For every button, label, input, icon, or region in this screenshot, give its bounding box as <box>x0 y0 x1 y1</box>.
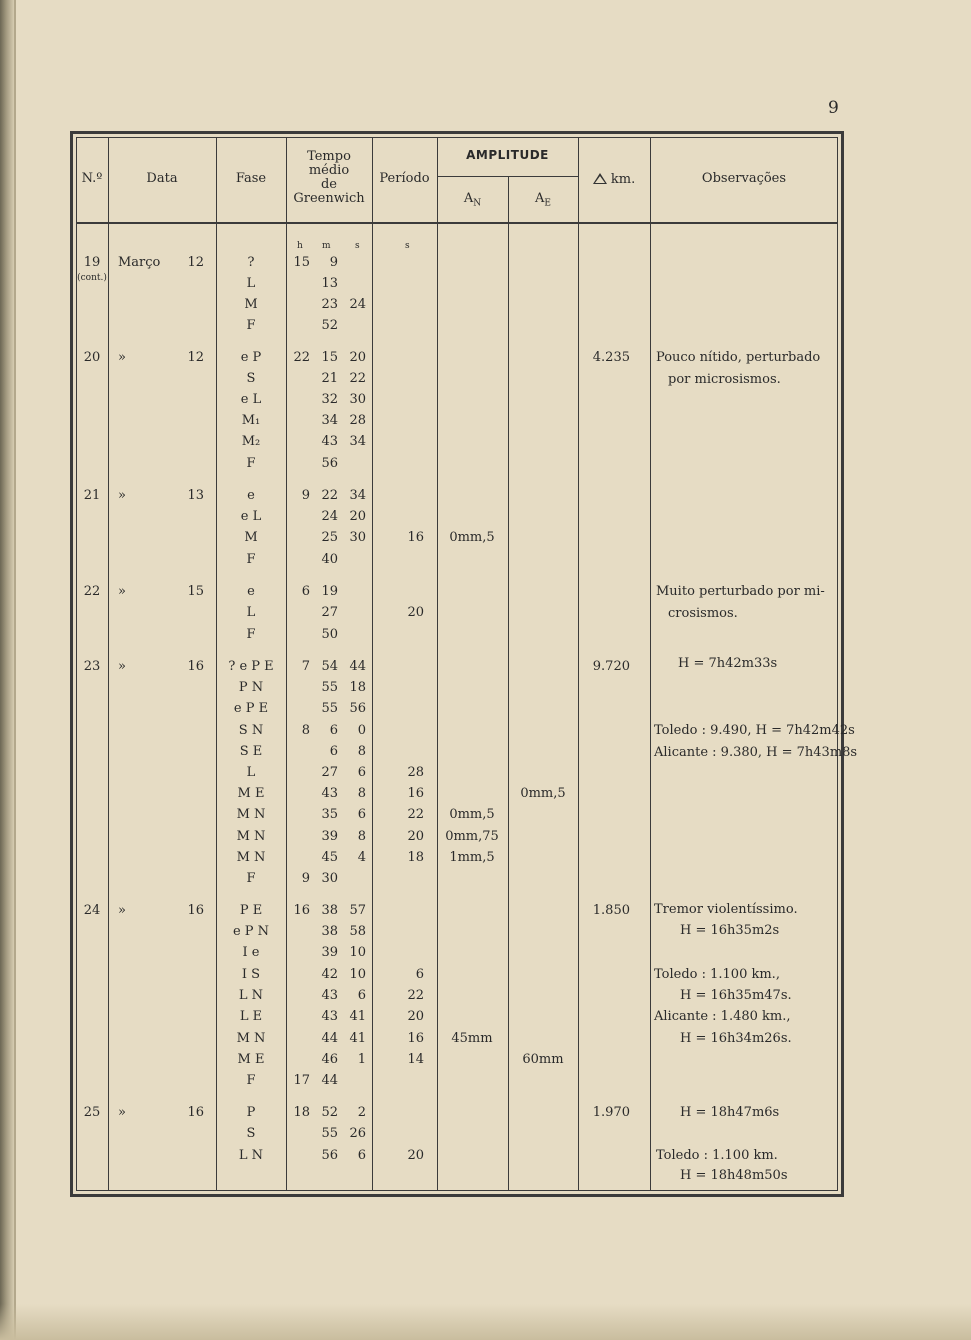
obs-24-line-2: H = 16h35m2s <box>680 923 780 938</box>
cell-s: 6 <box>357 765 366 780</box>
cell-h: 9 <box>301 488 310 503</box>
cell-fase: M₂ <box>241 434 261 449</box>
cell-m: 6 <box>329 744 338 759</box>
cell-s: 56 <box>349 701 366 716</box>
cell-m: 56 <box>321 456 338 471</box>
cell-m: 38 <box>321 924 338 939</box>
cell-fase: F <box>246 1073 256 1088</box>
obs-25-line-2: Toledo : 1.100 km. <box>656 1148 778 1163</box>
cell-fase: e P N <box>232 924 270 939</box>
cell-s: 24 <box>349 297 366 312</box>
cell-fase: M <box>244 297 258 312</box>
cell-fase: e P E <box>233 701 269 716</box>
obs-24-line-6: H = 16h34m26s. <box>680 1031 792 1046</box>
cell-s: 10 <box>349 967 366 982</box>
cell-s: 41 <box>349 1031 366 1046</box>
cell-m: 9 <box>329 255 338 270</box>
unit-seconds: s <box>355 241 360 251</box>
header-bottom-rule <box>76 222 838 224</box>
cell-h: 16 <box>293 903 310 918</box>
cell-s: 34 <box>349 434 366 449</box>
cell-ae: 0mm,5 <box>520 786 566 801</box>
header-periodo: Período <box>379 171 430 186</box>
cell-day: 15 <box>187 584 204 599</box>
cell-m: 39 <box>321 829 338 844</box>
cell-s: 28 <box>349 413 366 428</box>
cell-m: 46 <box>321 1052 338 1067</box>
cell-month: » <box>118 584 126 599</box>
cell-s: 2 <box>357 1105 366 1120</box>
page-binding-edge <box>0 0 14 1340</box>
cell-s: 44 <box>349 659 366 674</box>
header-no: N.º <box>81 171 103 186</box>
obs-23-line-1: H = 7h42m33s <box>678 656 778 671</box>
cell-no: 25 <box>83 1105 101 1120</box>
cell-fase: e L <box>240 392 262 407</box>
cell-fase: L N <box>238 1148 264 1163</box>
cell-m: 52 <box>321 1105 338 1120</box>
cell-s: 4 <box>357 850 366 865</box>
cell-fase: M E <box>237 1052 265 1067</box>
cell-fase: ? e P E <box>228 659 274 674</box>
cell-fase: P E <box>239 903 263 918</box>
obs-23-line-2: Toledo : 9.490, H = 7h42m42s <box>654 723 855 738</box>
cell-fase: I e <box>242 945 260 960</box>
cell-day: 16 <box>187 903 204 918</box>
cell-no: 21 <box>83 488 101 503</box>
cell-m: 6 <box>329 723 338 738</box>
cell-m: 22 <box>321 488 338 503</box>
cell-an: 0mm,5 <box>449 530 495 545</box>
cell-periodo: 20 <box>407 1009 424 1024</box>
col-divider-no <box>108 137 109 1191</box>
cell-m: 44 <box>321 1031 338 1046</box>
header-amplitude-east <box>508 192 578 211</box>
cell-an: 45mm <box>451 1031 493 1046</box>
cell-month: » <box>118 903 126 918</box>
cell-periodo: 22 <box>407 807 424 822</box>
page-bottom-shade <box>0 1304 971 1340</box>
cell-m: 54 <box>321 659 338 674</box>
header-ae-sub: E <box>544 198 551 209</box>
page-number: 9 <box>828 98 839 118</box>
cell-s: 6 <box>357 988 366 1003</box>
cell-fase: L <box>246 276 256 291</box>
cell-m: 13 <box>321 276 338 291</box>
header-observacoes: Observações <box>701 171 787 186</box>
cell-an: 0mm,75 <box>445 829 499 844</box>
header-data: Data <box>146 171 178 186</box>
cell-periodo: 6 <box>415 967 424 982</box>
cell-fase: F <box>246 871 256 886</box>
header-ae-letter: A <box>535 191 545 206</box>
cell-periodo: 16 <box>407 530 424 545</box>
cell-h: 17 <box>293 1073 310 1088</box>
cell-m: 25 <box>321 530 338 545</box>
cell-m: 43 <box>321 1009 338 1024</box>
cell-m: 43 <box>321 786 338 801</box>
cell-m: 42 <box>321 967 338 982</box>
cell-s: 8 <box>357 744 366 759</box>
cell-fase: M N <box>236 850 266 865</box>
cell-m: 44 <box>321 1073 338 1088</box>
cell-fase: e <box>247 488 255 503</box>
cell-h: 9 <box>301 871 310 886</box>
cell-fase: L <box>246 765 256 780</box>
cell-s: 26 <box>349 1126 366 1141</box>
cell-month: » <box>118 1105 126 1120</box>
cell-day: 12 <box>187 255 204 270</box>
cell-m: 27 <box>321 765 338 780</box>
cell-an: 0mm,5 <box>449 807 495 822</box>
cell-m: 30 <box>321 871 338 886</box>
col-divider-periodo <box>437 137 438 1191</box>
header-km-label: km. <box>610 172 636 187</box>
obs-22-line-2: crosismos. <box>668 606 738 621</box>
header-tempo-4: Greenwich <box>293 191 365 206</box>
cell-periodo: 14 <box>407 1052 424 1067</box>
cell-m: 45 <box>321 850 338 865</box>
cell-m: 23 <box>321 297 338 312</box>
cell-ae: 60mm <box>522 1052 564 1067</box>
obs-24-line-1: Tremor violentíssimo. <box>654 902 798 917</box>
header-tempo-1: Tempo <box>307 149 351 164</box>
cell-s: 20 <box>349 509 366 524</box>
cell-m: 19 <box>321 584 338 599</box>
obs-24-line-5: Alicante : 1.480 km., <box>654 1009 791 1024</box>
cell-month: » <box>118 350 126 365</box>
header-amplitude: AMPLITUDE <box>466 148 549 162</box>
cell-periodo: 16 <box>407 1031 424 1046</box>
cell-fase: M E <box>237 786 265 801</box>
cell-s: 41 <box>349 1009 366 1024</box>
cell-m: 55 <box>321 680 338 695</box>
cell-fase: P <box>246 1105 256 1120</box>
cell-s: 6 <box>357 1148 366 1163</box>
col-divider-amplitude <box>578 137 579 1191</box>
amplitude-underline <box>437 176 578 177</box>
cell-fase: S N <box>238 723 264 738</box>
cell-fase: M <box>244 530 258 545</box>
obs-23-line-3: Alicante : 9.380, H = 7h43m8s <box>654 745 858 760</box>
cell-s: 10 <box>349 945 366 960</box>
cell-month: » <box>118 659 126 674</box>
cell-fase: M₁ <box>241 413 261 428</box>
cell-day: 13 <box>187 488 204 503</box>
cell-no-continued: (cont.) <box>77 273 107 283</box>
cell-no: 24 <box>83 903 101 918</box>
obs-20-line-1: Pouco nítido, perturbado <box>656 350 821 365</box>
cell-fase: e L <box>240 509 262 524</box>
cell-fase: F <box>246 627 256 642</box>
cell-h: 22 <box>293 350 310 365</box>
cell-h: 8 <box>301 723 310 738</box>
cell-m: 34 <box>321 413 338 428</box>
header-fase: Fase <box>235 171 267 186</box>
cell-s: 6 <box>357 807 366 822</box>
header-distance <box>578 172 650 187</box>
cell-periodo: 20 <box>407 1148 424 1163</box>
cell-s: 8 <box>357 786 366 801</box>
header-tempo-2: médio <box>308 163 350 178</box>
cell-periodo: 16 <box>407 786 424 801</box>
cell-fase: L <box>246 605 256 620</box>
cell-s: 30 <box>349 530 366 545</box>
unit-period-seconds: s <box>405 241 410 251</box>
cell-s: 1 <box>357 1052 366 1067</box>
cell-fase: e <box>247 584 255 599</box>
unit-hours: h <box>297 241 303 251</box>
cell-m: 15 <box>321 350 338 365</box>
cell-s: 0 <box>357 723 366 738</box>
header-amplitude-north <box>437 192 508 211</box>
cell-h: 15 <box>293 255 310 270</box>
cell-m: 38 <box>321 903 338 918</box>
obs-24-line-4: H = 16h35m47s. <box>680 988 792 1003</box>
cell-s: 58 <box>349 924 366 939</box>
cell-s: 18 <box>349 680 366 695</box>
cell-m: 43 <box>321 988 338 1003</box>
obs-25-line-1: H = 18h47m6s <box>680 1105 780 1120</box>
cell-month: Março <box>118 255 161 270</box>
cell-an: 1mm,5 <box>449 850 495 865</box>
cell-periodo: 28 <box>407 765 424 780</box>
cell-fase: I S <box>241 967 261 982</box>
obs-22-line-1: Muito perturbado por mi- <box>656 584 825 599</box>
cell-day: 16 <box>187 1105 204 1120</box>
cell-km: 4.235 <box>592 350 630 365</box>
cell-fase: S E <box>239 744 263 759</box>
page-binding-shadow <box>14 0 16 1340</box>
cell-fase: P N <box>238 680 264 695</box>
cell-no: 22 <box>83 584 101 599</box>
cell-fase: e P <box>240 350 262 365</box>
cell-fase: M N <box>236 1031 266 1046</box>
cell-km: 1.850 <box>592 903 630 918</box>
cell-fase: F <box>246 318 256 333</box>
cell-m: 24 <box>321 509 338 524</box>
cell-s: 20 <box>349 350 366 365</box>
unit-minutes: m <box>322 241 331 251</box>
cell-m: 55 <box>321 701 338 716</box>
header-an-sub: N <box>473 198 482 209</box>
cell-month: » <box>118 488 126 503</box>
cell-periodo: 20 <box>407 605 424 620</box>
cell-h: 18 <box>293 1105 310 1120</box>
cell-s: 30 <box>349 392 366 407</box>
cell-fase: F <box>246 552 256 567</box>
cell-no: 23 <box>83 659 101 674</box>
cell-fase: S <box>246 1126 256 1141</box>
cell-day: 12 <box>187 350 204 365</box>
header-an-letter: A <box>463 191 474 206</box>
cell-h: 7 <box>301 659 310 674</box>
cell-fase: L E <box>239 1009 263 1024</box>
cell-m: 21 <box>321 371 338 386</box>
cell-periodo: 20 <box>407 829 424 844</box>
cell-fase: L N <box>238 988 264 1003</box>
cell-fase: F <box>246 456 256 471</box>
cell-day: 16 <box>187 659 204 674</box>
col-divider-km <box>650 137 651 1191</box>
cell-no: 20 <box>83 350 101 365</box>
cell-fase: ? <box>247 255 255 270</box>
cell-h: 6 <box>301 584 310 599</box>
cell-m: 40 <box>321 552 338 567</box>
cell-m: 32 <box>321 392 338 407</box>
cell-m: 50 <box>321 627 338 642</box>
delta-icon <box>593 173 607 184</box>
cell-fase: S <box>246 371 256 386</box>
obs-20-line-2: por microsismos. <box>668 372 781 387</box>
cell-m: 55 <box>321 1126 338 1141</box>
cell-m: 35 <box>321 807 338 822</box>
cell-s: 8 <box>357 829 366 844</box>
cell-m: 39 <box>321 945 338 960</box>
cell-no: 19 <box>83 255 101 270</box>
cell-s: 34 <box>349 488 366 503</box>
col-divider-amplitude-mid <box>508 176 509 1191</box>
cell-periodo: 22 <box>407 988 424 1003</box>
cell-fase: M N <box>236 807 266 822</box>
cell-km: 9.720 <box>592 659 630 674</box>
header-tempo-3: de <box>320 177 337 192</box>
obs-24-line-3: Toledo : 1.100 km., <box>654 967 780 982</box>
cell-s: 57 <box>349 903 366 918</box>
cell-m: 27 <box>321 605 338 620</box>
cell-s: 22 <box>349 371 366 386</box>
cell-m: 56 <box>321 1148 338 1163</box>
cell-fase: M N <box>236 829 266 844</box>
cell-km: 1.970 <box>592 1105 630 1120</box>
cell-periodo: 18 <box>407 850 424 865</box>
cell-m: 43 <box>321 434 338 449</box>
obs-25-line-3: H = 18h48m50s <box>680 1168 788 1183</box>
cell-m: 52 <box>321 318 338 333</box>
